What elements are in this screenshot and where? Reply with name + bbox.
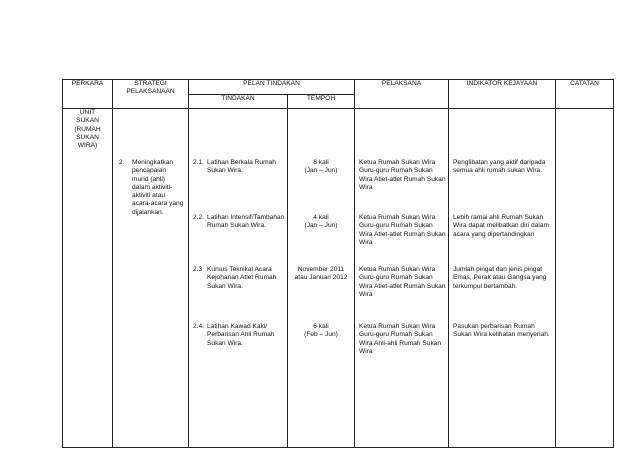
pelaksana-text: Ketua Rumah Sukan Wira Guru-guru Rumah Sukan Wira Ahli-ahli Rumah Sukan Wira [359,323,442,355]
tempoh-cell [288,109,355,448]
header-pelan-tindakan: PELAN TINDAKAN [189,80,355,95]
indikator-text: Jumlah pingat dan jenis pingat Emas, Perak atau Gangsa yang terkumpul bertambah. [453,266,547,290]
header-pelaksana: PELAKSANA [355,80,449,109]
tindakan-item [189,323,287,348]
pelaksana-text: Ketua Rumah Sukan Wira Guru-guru Rumah Sukan Wira Atlet-atlet Rumah Sukan Wira [359,266,446,298]
pelaksana-text: Ketua Rumah Sukan Wira Guru-guru Rumah Sukan Wira Atlet-atlet Rumah Sukan Wira [359,159,446,191]
tindakan-number: 2.4. [193,323,204,330]
pelaksana-cell [355,109,449,448]
tindakan-text: Kursus Teknikal Acara Kejohanan Atlet Rumah Sukan Wira. [207,266,277,290]
tindakan-number: 2.1. [193,159,204,166]
indikator-text: Pasukan perbarisan Rumah Sukan Wira kelihatan menyerlah. [453,323,550,339]
catatan-cell [556,109,614,448]
tindakan-cell [189,109,288,448]
pelaksana-text: Ketua Rumah Sukan Wira Guru-guru Rumah Sukan Wira Atlet-atlet Rumah Sukan Wira [359,214,446,246]
tempoh-range: atau Januari 2012 [294,274,348,282]
tempoh-item [288,159,354,176]
tempoh-range: (Feb – Jun) [304,331,338,339]
tindakan-item [189,214,287,231]
tempoh-range: (Jan – Jun) [304,222,338,230]
header-indikator: INDIKATOR KEJAYAAN [449,80,556,109]
header-tempoh: TEMPOH [288,95,355,109]
tempoh-item [288,266,354,283]
indikator-text: Penglibatan yang aktif daripada semua ahli rumah sukan Wira. [453,159,546,175]
tindakan-text: Latihan Berkala Rumah Sukan Wira. [207,159,276,175]
tempoh-count: 6 kali [313,323,329,330]
tindakan-number: 2.2. [193,214,204,221]
header-tindakan: TINDAKAN [189,95,288,109]
strategi-item [113,109,188,217]
tempoh-count: 4 kali [313,214,329,221]
strategi-cell [113,109,189,448]
strategi-text: Meningkatkan pencapaian murid (ahli) dalam aktiviti-aktiviti atau acara-acara yang dijalankan. [132,159,184,216]
tempoh-item [288,323,354,340]
tindakan-text: Latihan Kawad Kaki/ Perbarisan Ahli Rumah Sukan Wira. [207,323,275,347]
tindakan-number: 2.3 [193,266,203,273]
header-catatan: CATATAN [556,80,614,109]
tempoh-range: (Jan – Jun) [304,167,338,175]
strategi-number: 2. [119,159,125,166]
tindakan-text: Latihan Intensif/Tambahan Rumah Sukan Wira. [207,214,285,230]
tindakan-item [189,159,287,176]
header-perkara: PERKARA [63,80,113,109]
tempoh-count: November 2011 [297,266,345,273]
indikator-text: Lebih ramai ahli Rumah Sukan Wira dapat melibatkan diri dalam acara yang dipertandingkan [453,214,550,238]
indikator-cell [449,109,556,448]
header-strategi: STRATEGI PELAKSANAAN [113,80,189,109]
tindakan-item [189,266,287,291]
perkara-cell [63,109,113,448]
tempoh-count: 8 kali [313,159,329,166]
perkara-text: UNIT SUKAN (RUMAH SUKAN WIRA) [74,109,101,150]
tempoh-item [288,214,354,231]
action-plan-table [62,79,614,448]
